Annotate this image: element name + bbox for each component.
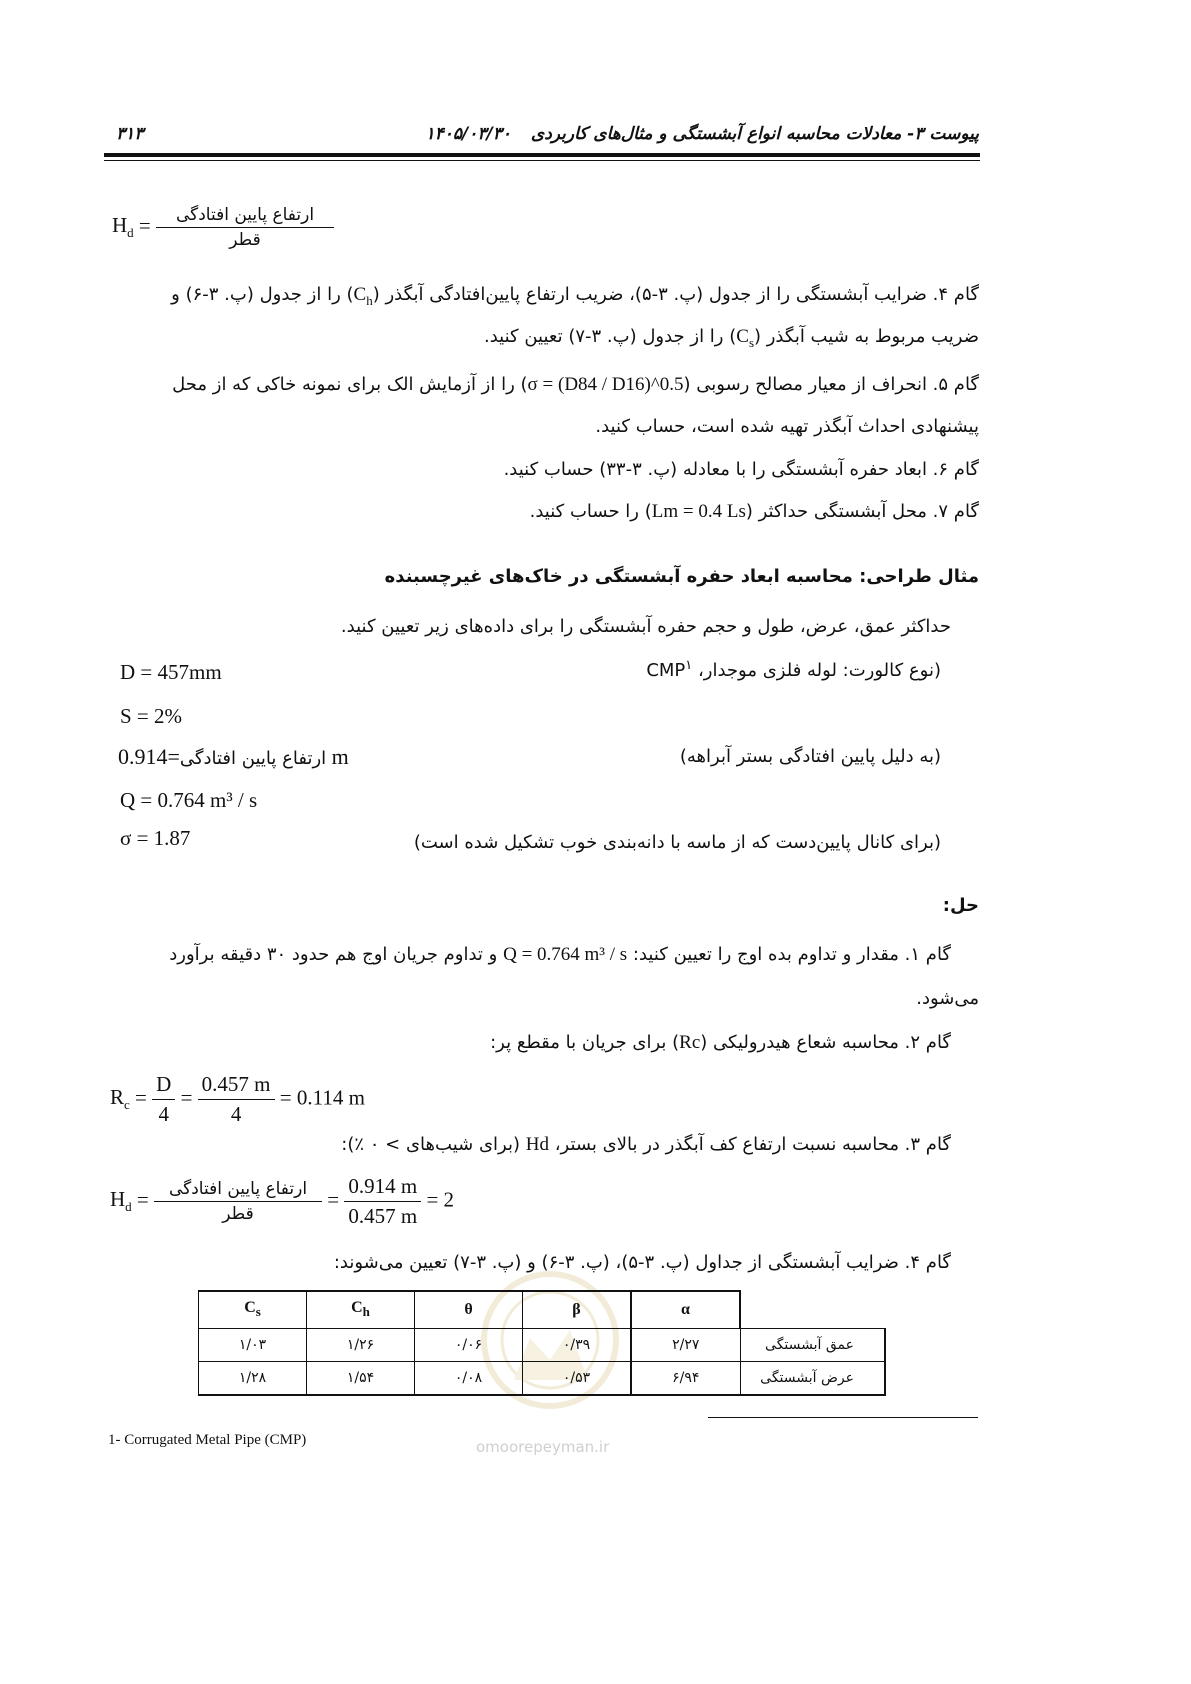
rc-lhs: $R_c$ bbox=[110, 1085, 130, 1113]
step4-line2: ضریب مربوط به شیب آبگذر $(C_s)$ را از جدول (پ. ۳-۷) تعیین کنید. bbox=[484, 326, 979, 350]
cs-symbol: $C_s$ bbox=[736, 326, 754, 350]
example-heading: مثال طراحی: محاسبه ابعاد حفره آبشستگی در خاک‌های غیرچسبنده bbox=[384, 566, 979, 587]
equation-rc: $R_c$ = $\frac{D}{4}$ = $\frac{0.457 m}{4}$ = 0.114 m bbox=[110, 1072, 365, 1126]
scour-coefficients-table bbox=[198, 1290, 886, 1396]
footnote-text: 1- Corrugated Metal Pipe (CMP) bbox=[108, 1432, 307, 1448]
solution-step3: گام ۳. محاسبه نسبت ارتفاع کف آبگذر در بالای بستر، Hd (برای شیب‌های > ۰ ٪): bbox=[341, 1134, 951, 1155]
header-alpha: α bbox=[631, 1291, 740, 1329]
example-intro: حداکثر عمق، عرض، طول و حجم حفره آبشستگی را برای داده‌های زیر تعیین کنید. bbox=[340, 616, 951, 637]
solution-step1-line2: می‌شود. bbox=[916, 988, 979, 1009]
q-formula: Q = 0.764 m³ / s bbox=[503, 944, 628, 965]
hd-symbol-inline: Hd bbox=[525, 1134, 549, 1155]
step6: گام ۶. ابعاد حفره آبشستگی را با معادله (پ. ۳-۳۳) حساب کنید. bbox=[503, 459, 979, 480]
hd-symbol: $H_d$ bbox=[112, 213, 134, 241]
solution-step2: گام ۲. محاسبه شعاع هیدرولیکی (Rc) برای جریان با مقطع پر: bbox=[490, 1032, 951, 1053]
given-s: S = 2% bbox=[120, 704, 183, 728]
running-header bbox=[426, 124, 980, 144]
cell-beta: ۰/۵۳ bbox=[523, 1362, 632, 1396]
equals-sign: = bbox=[138, 213, 157, 238]
rc-fraction-2: $\frac{0.457 m}{4}$ bbox=[198, 1072, 275, 1127]
solution-step1-line1: گام ۱. مقدار و تداوم بده اوج را تعیین کنید: Q = 0.764 m³ / s و تداوم جریان اوج هم حدود ۳۰ دقیقه برآورد bbox=[169, 944, 951, 965]
row-label: عمق آبشستگی bbox=[740, 1329, 885, 1362]
ch-symbol: $C_h$ bbox=[353, 284, 373, 308]
drop-height-label: ارتفاع پایین افتادگی bbox=[179, 748, 327, 769]
header-ch: $C_h$ bbox=[307, 1291, 415, 1329]
cell-theta: ۰/۰۸ bbox=[415, 1362, 523, 1396]
step7: گام ۷. محل آبشستگی حداکثر (Lm = 0.4 Ls) را حساب کنید. bbox=[529, 501, 979, 522]
cell-beta: ۰/۳۹ bbox=[523, 1329, 632, 1362]
page-number: ۳۱۳ bbox=[116, 124, 144, 144]
solution-step4: گام ۴. ضرایب آبشستگی از جداول (پ. ۳-۵)، (پ. ۳-۶) و (پ. ۳-۷) تعیین می‌شوند: bbox=[333, 1252, 951, 1273]
given-q: Q = 0.764 m³ / s bbox=[120, 788, 258, 812]
footnote-marker: ۱ bbox=[685, 658, 693, 673]
header-cs: $C_s$ bbox=[199, 1291, 307, 1329]
watermark-text: omoorepeyman.ir bbox=[476, 1438, 610, 1456]
header-rule-thin bbox=[104, 160, 980, 161]
cell-alpha: ۶/۹۴ bbox=[631, 1362, 740, 1396]
cell-cs: ۱/۲۸ bbox=[199, 1362, 307, 1396]
table-header-row bbox=[199, 1291, 886, 1329]
rc-symbol: Rc bbox=[679, 1032, 701, 1053]
row-label: عرض آبشستگی bbox=[740, 1362, 885, 1396]
step5-line2: پیشنهادی احداث آبگذر تهیه شده است، حساب کنید. bbox=[595, 416, 979, 437]
equation-hd: $H_d$ = $\frac{\text{ارتفاع پایین افتادگی}}{\text{قطر}}$ = $\frac{0.914 m}{0.457 m}$ = 2 bbox=[110, 1174, 455, 1228]
given-drop-note: (به دلیل پایین افتادگی بستر آبراهه) bbox=[679, 746, 941, 767]
cell-ch: ۱/۵۴ bbox=[307, 1362, 415, 1396]
header-empty bbox=[740, 1291, 885, 1329]
hd-fraction-2: $\frac{0.914 m}{0.457 m}$ bbox=[344, 1174, 421, 1229]
hd-lhs: $H_d$ bbox=[110, 1187, 132, 1215]
given-sigma: σ = 1.87 bbox=[120, 826, 191, 850]
lm-formula: Lm = 0.4 Ls bbox=[651, 501, 746, 522]
hd-fraction bbox=[156, 205, 334, 250]
drop-height-value: =0.914 m bbox=[118, 744, 349, 769]
step4-line1: گام ۴. ضرایب آبشستگی را از جدول (پ. ۳-۵)، ضریب ارتفاع پایین‌افتادگی آبگذر $(C_h)$ را از جدول (پ. ۳-۶) و bbox=[171, 284, 979, 308]
header-rule-thick bbox=[104, 153, 980, 157]
header-date: ۱۴۰۵/۰۳/۳۰ bbox=[425, 124, 511, 144]
fraction-numerator: ارتفاع پایین افتادگی bbox=[156, 205, 334, 228]
equation-hd-top bbox=[112, 205, 334, 250]
given-sigma-note: (برای کانال پایین‌دست که از ماسه با دانه‌بندی خوب تشکیل شده است) bbox=[413, 832, 941, 853]
solution-heading: حل: bbox=[942, 895, 979, 916]
cell-theta: ۰/۰۶ bbox=[415, 1329, 523, 1362]
header-beta: β bbox=[523, 1291, 632, 1329]
header-title: پیوست ۳- معادلات محاسبه انواع آبشستگی و مثال‌های کاربردی bbox=[530, 124, 979, 144]
table-row bbox=[199, 1329, 886, 1362]
table-row bbox=[199, 1362, 886, 1396]
given-drop-height bbox=[118, 744, 349, 770]
header-theta: θ bbox=[415, 1291, 523, 1329]
given-d-note: (نوع کالورت: لوله فلزی موجدار، CMP$^۱$ bbox=[646, 658, 941, 681]
cell-cs: ۱/۰۳ bbox=[199, 1329, 307, 1362]
rc-fraction-1: $\frac{D}{4}$ bbox=[152, 1072, 175, 1127]
hd-result: = 2 bbox=[426, 1187, 455, 1212]
cell-alpha: ۲/۲۷ bbox=[631, 1329, 740, 1362]
fraction-denominator: قطر bbox=[229, 230, 261, 250]
rc-result: = 0.114 m bbox=[279, 1085, 365, 1110]
sigma-formula: σ = (D84 / D16)^0.5 bbox=[527, 374, 684, 395]
given-d: D = 457mm bbox=[120, 660, 222, 684]
step5-line1: گام ۵. انحراف از معیار مصالح رسوبی (σ = (D84 / D16)^0.5) را از آزمایش الک برای نمونه خاکی که از محل bbox=[172, 374, 979, 395]
footnote-rule bbox=[708, 1417, 978, 1418]
cell-ch: ۱/۲۶ bbox=[307, 1329, 415, 1362]
hd-fraction-1: $\frac{\text{ارتفاع پایین افتادگی}}{\text{قطر}}$ bbox=[154, 1179, 322, 1224]
